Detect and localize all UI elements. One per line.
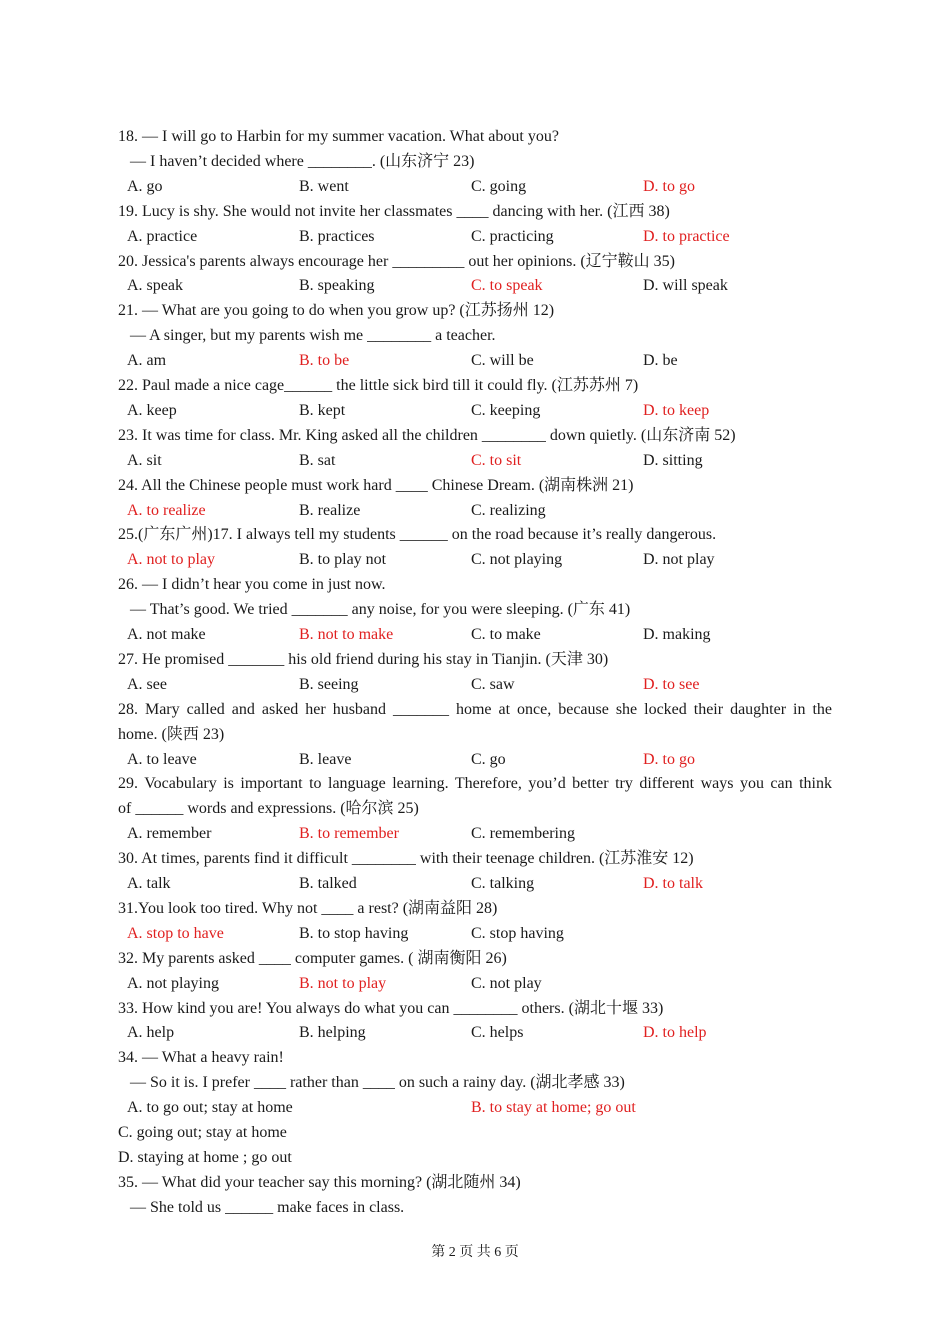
answer-option: A. am [127,352,167,370]
answer-option: C. will be [471,352,534,370]
options-row [118,821,832,846]
answer-option: B. to play not [299,551,387,569]
question-stem: 34. — What a heavy rain! [118,1049,284,1067]
answer-option-correct: A. to realize [127,501,206,519]
question-stem: 31.You look too tired. Why not ____ a rest? (湖南益阳 28) [118,899,498,917]
options-row [118,273,832,298]
answer-option: A. see [127,675,167,693]
answer-option: C. keeping [471,401,541,419]
question-stem: home. (陕西 23) [118,725,225,743]
answer-option: C. practicing [471,227,554,245]
answer-option: A. remember [127,825,212,843]
options-row [118,448,832,473]
answer-option: C. talking [471,875,535,892]
answer-option: A. talk [127,875,171,892]
options-row [118,498,832,523]
question-stem: 32. My parents asked ____ computer games. ( 湖南衡阳 26) [118,949,507,967]
answer-option: C. helps [471,1024,524,1042]
answer-option: C. going out; stay at home [118,1124,287,1141]
answer-option: B. helping [299,1024,366,1042]
options-row [118,174,832,199]
answer-option-correct: A. not to play [127,551,215,569]
question-stem: 18. — I will go to Harbin for my summer vacation. What about you? [118,128,559,145]
question-stem: — She told us ______ make faces in class. [118,1198,405,1216]
answer-option-correct: D. to practice [643,227,730,245]
answer-option-correct: C. to speak [471,277,543,295]
answer-option: B. sat [299,451,336,469]
question-stem: of ______ words and expressions. (哈尔滨 25) [118,800,419,818]
answer-option: D. staying at home ; go out [118,1148,292,1166]
question-stem: 30. At times, parents find it difficult ________ with their teenage children. (江苏淮安 12) [118,850,694,868]
answer-option: A. to go out; stay at home [127,1099,293,1117]
options-row [118,921,832,946]
answer-option: D. will speak [643,277,728,295]
answer-option-correct: D. to talk [643,875,703,892]
answer-option: B. practices [299,227,375,245]
answer-option: D. sitting [643,451,703,469]
question-stem: 19. Lucy is shy. She would not invite her classmates ____ dancing with her. (江西 38) [118,202,670,220]
answer-option: C. stop having [471,924,564,942]
answer-option: A. speak [127,277,183,295]
question-stem: 28. Mary called and asked her husband _______ home at once, because she locked their daughter in the [118,700,832,718]
answer-option: B. talked [299,875,357,892]
answer-option: D. be [643,352,678,370]
answer-option: B. went [299,177,349,195]
page-footer: 第 2 页 共 6 页 [431,1245,519,1260]
answer-option: C. going [471,177,527,195]
options-row [118,672,832,697]
question-stem: 33. How kind you are! You always do what you can ________ others. (湖北十堰 33) [118,999,664,1017]
answer-option: B. kept [299,401,346,419]
answer-option: A. to leave [127,750,197,768]
answer-option: D. not play [643,551,715,569]
answer-option: B. speaking [299,277,375,295]
options-row [118,1145,832,1170]
question-stem: 25.(广东广州)17. I always tell my students ______ on the road because it’s really dangerous. [118,526,717,544]
options-row [118,1095,832,1120]
answer-option: A. sit [127,451,162,469]
question-stem: 23. It was time for class. Mr. King asked all the children ________ down quietly. (山东济南 52) [118,426,736,444]
answer-option-correct: B. to stay at home; go out [471,1099,636,1117]
question-stem: — I haven’t decided where ________. (山东济宁 23) [118,152,475,170]
answer-option: B. leave [299,750,352,768]
answer-option-correct: B. to remember [299,825,399,843]
question-stem: 35. — What did your teacher say this morning? (湖北随州 34) [118,1173,521,1191]
answer-option: C. not playing [471,551,563,569]
options-row [118,747,832,772]
options-row [118,547,832,572]
answer-option: C. saw [471,675,515,693]
answer-option: D. making [643,626,711,643]
answer-option: B. realize [299,501,361,519]
options-row [118,1120,832,1145]
question-stem: 29. Vocabulary is important to language learning. Therefore, you’d better try different ways you can think [118,775,832,793]
answer-option-correct: B. not to play [299,974,387,992]
question-stem: 22. Paul made a nice cage______ the little sick bird till it could fly. (江苏苏州 7) [118,377,639,394]
answer-option: A. help [127,1024,175,1042]
answer-option: C. remembering [471,825,575,843]
answer-option: C. not play [471,974,542,992]
question-stem: 24. All the Chinese people must work hard ____ Chinese Dream. (湖南株洲 21) [118,476,634,494]
answer-option: A. keep [127,401,177,419]
options-row [118,622,832,647]
question-stem: 26. — I didn’t hear you come in just now. [118,576,386,594]
options-row [118,1020,832,1045]
answer-option-correct: C. to sit [471,451,522,469]
question-stem: — That’s good. We tried _______ any noise, for you were sleeping. (广东 41) [118,601,631,619]
answer-option: B. to stop having [299,924,409,942]
answer-option-correct: B. not to make [299,626,394,643]
answer-option: A. not playing [127,974,219,992]
answer-option-correct: D. to help [643,1024,707,1042]
answer-option: A. not make [127,626,206,643]
options-row [118,348,832,373]
answer-option-correct: D. to go [643,177,695,195]
question-stem: — A singer, but my parents wish me ________ a teacher. [118,327,496,345]
answer-option: A. go [127,177,163,195]
answer-option-correct: D. to see [643,675,700,693]
answer-option: A. practice [127,227,198,245]
question-stem: 20. Jessica's parents always encourage her _________ out her opinions. (辽宁鞍山 35) [118,252,675,270]
answer-option-correct: B. to be [299,352,350,370]
options-row [118,871,832,896]
options-row [118,224,832,249]
answer-option: B. seeing [299,675,359,693]
answer-option-correct: A. stop to have [127,924,224,942]
answer-option: C. to make [471,626,541,643]
question-stem: — So it is. I prefer ____ rather than ____ on such a rainy day. (湖北孝感 33) [118,1074,625,1092]
answer-option: C. go [471,750,506,768]
options-row [118,971,832,996]
question-stem: 21. — What are you going to do when you grow up? (江苏扬州 12) [118,302,555,320]
answer-option-correct: D. to go [643,750,695,768]
answer-option: C. realizing [471,501,546,519]
options-row [118,398,832,423]
answer-option-correct: D. to keep [643,401,710,419]
question-stem: 27. He promised _______ his old friend during his stay in Tianjin. (天津 30) [118,650,609,668]
